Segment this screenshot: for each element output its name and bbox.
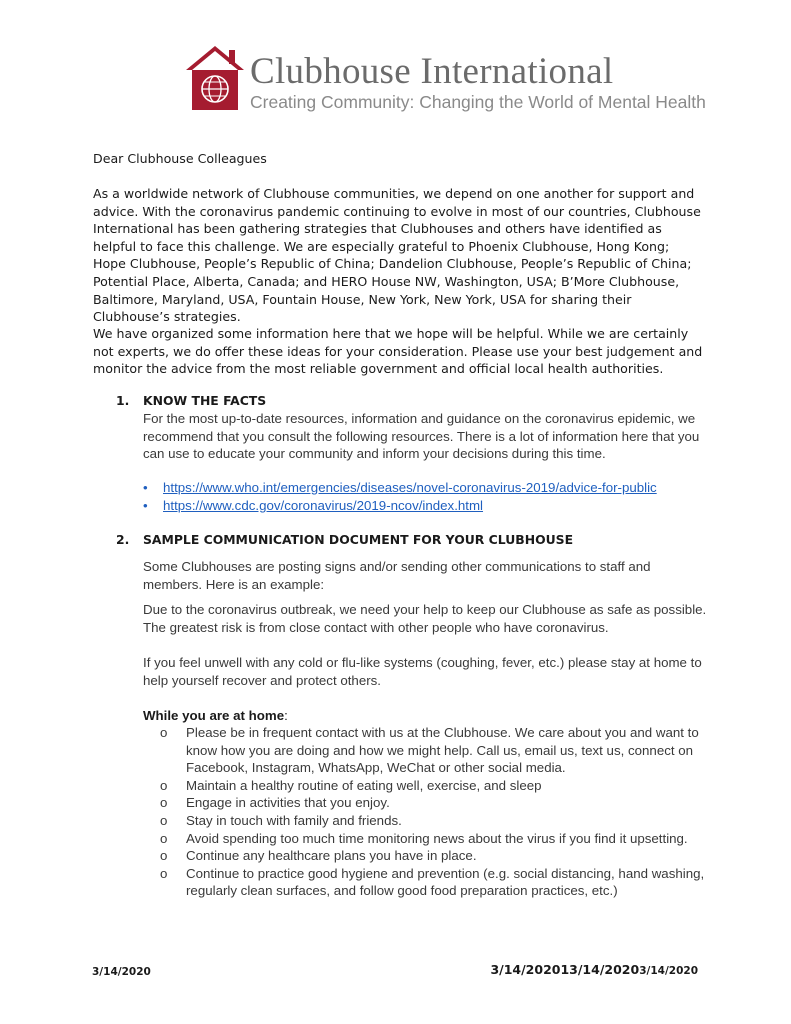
greeting: Dear Clubhouse Colleagues [93,151,267,166]
bullet-icon: • [143,497,148,513]
organized-paragraph: We have organized some information here that we hope will be helpful. While we are certainly not experts, we do offer these ideas for your consideration. Please use your best judgement and monitor the advice from the most reliable government and official local health authorities. [93,326,703,377]
list-item [160,794,720,812]
footer-date-right-main: 3/14/202013/14/2020 [490,962,640,977]
who-link[interactable]: https://www.who.int/emergencies/diseases/novel-coronavirus-2019/advice-for-public [163,480,657,495]
list-item-text: Stay in touch with family and friends. [186,812,402,828]
list-item-text: Continue to practice good hygiene and prevention (e.g. social distancing, hand washing, regularly clean surfaces, and follow good food preparation practices, etc.) [186,865,705,899]
section-1-text: For the most up-to-date resources, information and guidance on the coronavirus epidemic, we recommend that you consult the following resources. There is a lot of information here that you can use to educate your community and inform your decisions during this time. [143,411,700,462]
footer-date-right-small: 3/14/2020 [639,965,698,977]
circle-bullet-icon: o [160,830,168,846]
circle-bullet-icon: o [160,865,168,881]
list-item-text: Maintain a healthy routine of eating well, exercise, and sleep [186,777,542,793]
intro-paragraph: As a worldwide network of Clubhouse communities, we depend on one another for support and advice. With the coronavirus pandemic continuing to evolve in most of our countries, Clubhouse International has been gathering strategies that Clubhouses and others have identified as helpful to face this challenge. We are especially grateful to Phoenix Clubhouse, Hong Kong; Hope Clubhouse, People’s Republic of China; Dandelion Clubhouse, People’s Republic of China; Potential Place, Alberta, Canada; and HERO House NW, Washington, USA; B’More Clubhouse, Baltimore, Maryland, USA, Fountain House, New York, New York, USA for sharing their Clubhouse’s strategies. [93,186,701,325]
list-item-text: Continue any healthcare plans you have in place. [186,848,477,864]
org-tagline: Creating Community: Changing the World of Mental Health [250,92,706,112]
list-item [143,497,703,515]
home-items-list [160,724,720,900]
circle-bullet-icon: o [160,795,168,811]
cdc-link[interactable]: https://www.cdc.gov/coronavirus/2019-ncov/index.html [163,497,484,513]
section-1-heading [116,393,266,408]
circle-bullet-icon: o [160,725,168,740]
list-item [143,479,703,497]
org-name: Clubhouse International [250,51,614,92]
circle-bullet-icon: o [160,777,168,793]
list-item [160,724,720,777]
home-heading [143,708,288,723]
footer-date-left: 3/14/2020 [92,966,151,978]
list-item [160,830,720,848]
section-2-heading [116,532,573,547]
list-item [160,812,720,830]
list-item-text: Please be in frequent contact with us at the Clubhouse. We care about you and want to know how you are doing and how we might help. Call us, email us, text us, connect on Facebook, Instagram, WhatsApp, WeChat or other social media. [186,725,699,776]
footer-date-right [490,962,698,977]
section-1-number: 1. [116,393,130,408]
clubhouse-house-logo [184,44,246,110]
section-2-para2: If you feel unwell with any cold or flu-like systems (coughing, fever, etc.) please stay at home to help yourself recover and protect others. [143,655,702,688]
resource-links [143,479,703,514]
section-1-title: KNOW THE FACTS [143,393,267,408]
home-heading-text: While you are at home [143,708,285,723]
home-heading-colon: : [284,708,288,723]
section-2-intro: Some Clubhouses are posting signs and/or sending other communications to staff and members. Here is an example: [143,559,651,592]
section-2-number: 2. [116,532,130,547]
list-item-text: Engage in activities that you enjoy. [186,795,390,811]
circle-bullet-icon: o [160,812,168,828]
list-item [160,847,720,865]
section-2-title: SAMPLE COMMUNICATION DOCUMENT FOR YOUR CLUBHOUSE [143,532,574,547]
list-item-text: Avoid spending too much time monitoring news about the virus if you find it upsetting. [186,830,688,846]
section-2-para1: Due to the coronavirus outbreak, we need your help to keep our Clubhouse as safe as possible. The greatest risk is from close contact with other people who have coronavirus. [143,602,707,635]
list-item [160,865,720,900]
circle-bullet-icon: o [160,848,168,864]
bullet-icon: • [143,480,148,495]
list-item [160,777,720,795]
